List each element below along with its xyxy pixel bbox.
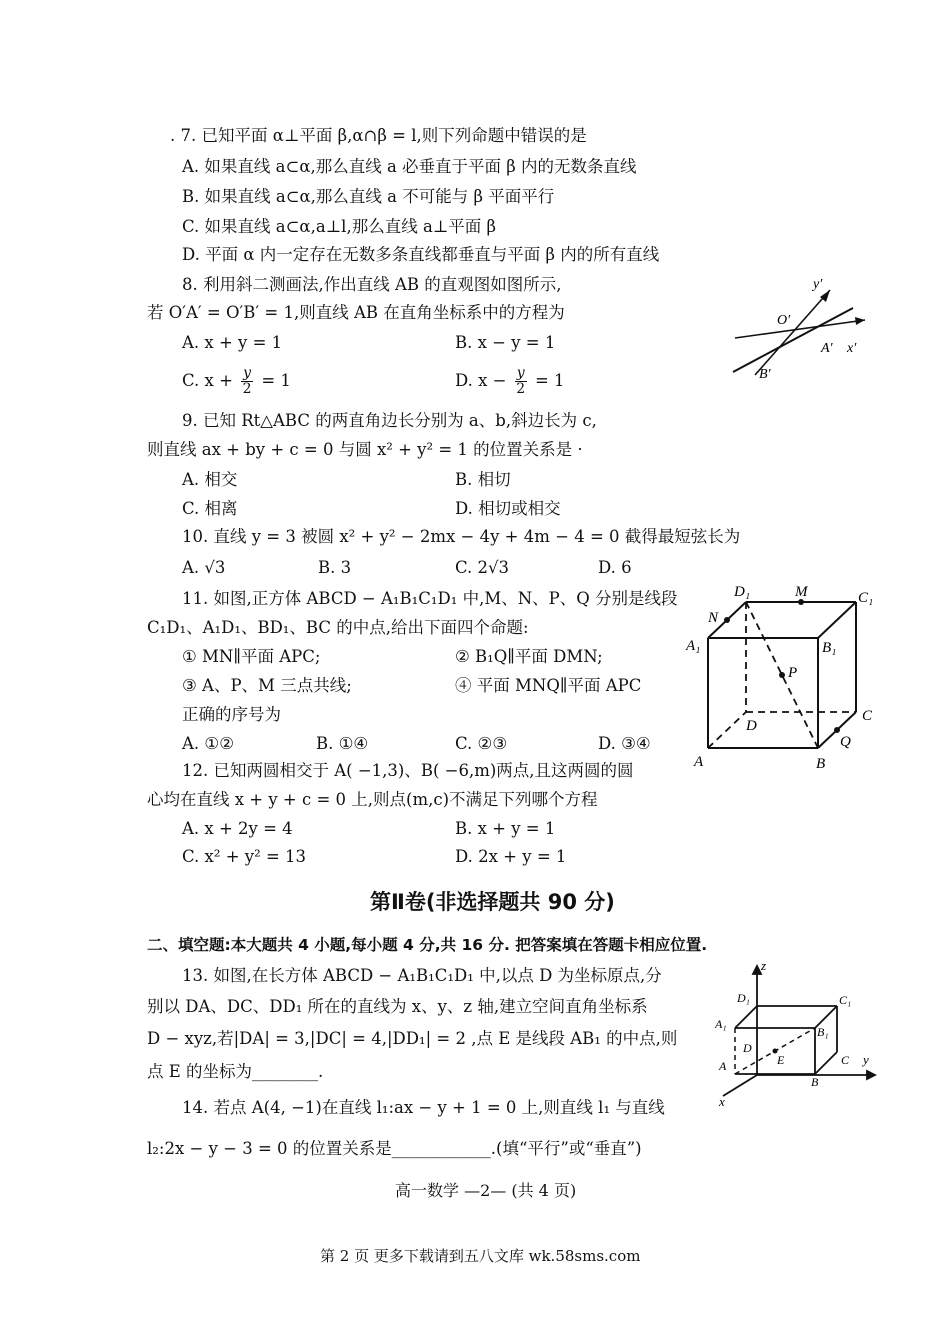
cuboid-label-e: E [777, 1053, 785, 1067]
cube-label-d1: D₁ [734, 584, 751, 600]
q11-stem-line2: C₁D₁、A₁D₁、BD₁、BC 的中点,给出下面四个命题: [147, 618, 529, 637]
q11-proposition-4: ④ 平面 MNQ∥平面 APC [455, 676, 642, 695]
q13-line3: D − xyz,若|DA| = 3,|DC| = 4,|DD₁| = 2 ,点 E 是线段 AB₁ 的中点,则 [147, 1029, 678, 1048]
y-axis-line [755, 290, 830, 375]
q11-stem-line1: 11. 如图,正方体 ABCD − A₁B₁C₁D₁ 中,M、N、P、Q 分别是线段 [182, 589, 678, 608]
q7-option-a: A. 如果直线 a⊂α,那么直线 a 必垂直于平面 β 内的无数条直线 [182, 157, 637, 176]
cube-label-d: D [746, 718, 757, 734]
x-prime-label: x′ [847, 341, 857, 356]
q9-option-c: C. 相离 [182, 499, 238, 518]
cube-label-m: M [795, 584, 808, 600]
q14-line1: 14. 若点 A(4, −1)在直线 l₁:ax − y + 1 = 0 上,则直线 l₁ 与直线 [182, 1098, 665, 1117]
q9-stem-line2: 则直线 ax + by + c = 0 与圆 x² + y² = 1 的位置关系是 · [147, 440, 583, 459]
axis-y-label: y [863, 1052, 869, 1067]
a-prime-label: A′ [821, 341, 833, 356]
q9-option-d: D. 相切或相交 [455, 499, 561, 518]
q7-option-b: B. 如果直线 a⊂α,那么直线 a 不可能与 β 平面平行 [182, 187, 555, 206]
q7-option-c: C. 如果直线 a⊂α,a⊥l,那么直线 a⊥平面 β [182, 217, 497, 236]
q7-stem: . 7. 已知平面 α⊥平面 β,α∩β = l,则下列命题中错误的是 [170, 126, 587, 145]
line-ab [733, 308, 853, 372]
q11-cube-figure [680, 580, 880, 775]
q8-option-c: C. x + $\frac{y}{2}$ = 1 [182, 365, 291, 397]
q8-option-b: B. x − y = 1 [455, 333, 556, 352]
cube-label-a: A [694, 754, 704, 770]
q11-proposition-2: ② B₁Q∥平面 DMN; [455, 647, 603, 666]
axis-x-label: x [719, 1094, 725, 1108]
q8-option-d: D. x − $\frac{y}{2}$ = 1 [455, 365, 565, 397]
q10-option-a: A. √3 [182, 558, 226, 577]
q10-option-b: B. 3 [318, 558, 352, 577]
q7-option-d: D. 平面 α 内一定存在无数多条直线都垂直与平面 β 内的所有直线 [182, 245, 660, 264]
q11-option-a: A. ①② [182, 734, 234, 753]
q12-option-a: A. x + 2y = 4 [182, 819, 293, 838]
cube-label-a1: A₁ [686, 638, 701, 654]
q11-question: 正确的序号为 [182, 705, 281, 724]
fill-in-section-header: 二、填空题:本大题共 4 小题,每小题 4 分,共 16 分. 把答案填在答题卡相应位置. [147, 936, 708, 954]
q8-stem-line1: 8. 利用斜二测画法,作出直线 AB 的直观图如图所示, [182, 275, 562, 294]
cuboid-label-a: A [719, 1059, 727, 1073]
cuboid-label-d1: D₁ [737, 991, 750, 1005]
part2-title: 第Ⅱ卷(非选择题共 90 分) [370, 890, 615, 914]
q11-option-b: B. ①④ [316, 734, 369, 753]
page-footer: 高一数学 —2— (共 4 页) [395, 1181, 577, 1200]
cuboid-label-c1: C₁ [839, 993, 852, 1007]
cuboid-label-b1: B₁ [817, 1025, 829, 1039]
y-prime-label: y′ [813, 277, 823, 292]
q12-option-d: D. 2x + y = 1 [455, 847, 567, 866]
cube-label-p: P [788, 665, 798, 681]
cuboid-label-b: B [811, 1075, 819, 1089]
o-prime-label: O′ [777, 313, 791, 328]
q10-option-c: C. 2√3 [455, 558, 510, 577]
q11-option-d: D. ③④ [598, 734, 651, 753]
q8-option-a: A. x + y = 1 [182, 333, 283, 352]
cuboid-label-c: C [841, 1053, 850, 1067]
q12-option-c: C. x² + y² = 13 [182, 847, 307, 866]
q12-stem-line2: 心均在直线 x + y + c = 0 上,则点(m,c)不满足下列哪个方程 [147, 790, 598, 809]
q11-proposition-3: ③ A、P、M 三点共线; [182, 676, 352, 695]
watermark-text: 第 2 页 更多下载请到五八文库 wk.58sms.com [320, 1247, 641, 1265]
q11-proposition-1: ① MN∥平面 APC; [182, 647, 321, 666]
cube-label-c: C [862, 708, 873, 724]
q13-line4: 点 E 的坐标为________. [147, 1062, 324, 1081]
q9-option-a: A. 相交 [182, 470, 238, 489]
q12-stem-line1: 12. 已知两圆相交于 A( −1,3)、B( −6,m)两点,且这两圆的圆 [182, 761, 634, 780]
q13-line1: 13. 如图,在长方体 ABCD − A₁B₁C₁D₁ 中,以点 D 为坐标原点,分 [182, 966, 662, 985]
axis-z-label: z [761, 960, 767, 973]
b-prime-label: B′ [759, 367, 771, 382]
cube-label-n: N [708, 610, 719, 626]
cube-label-b1: B₁ [822, 640, 837, 656]
cube-label-b: B [816, 756, 826, 772]
q11-option-c: C. ②③ [455, 734, 508, 753]
q14-line2: l₂:2x − y − 3 = 0 的位置关系是____________.(填“平行”或“垂直”) [147, 1139, 642, 1158]
q10-stem: 10. 直线 y = 3 被圆 x² + y² − 2mx − 4y + 4m − 4 = 0 截得最短弦长为 [182, 527, 741, 546]
cuboid-label-a1: A₁ [715, 1017, 727, 1031]
q9-option-b: B. 相切 [455, 470, 511, 489]
q10-option-d: D. 6 [598, 558, 632, 577]
cube-label-q: Q [840, 734, 851, 750]
q13-line2: 别以 DA、DC、DD₁ 所在的直线为 x、y、z 轴,建立空间直角坐标系 [147, 997, 648, 1016]
q8-stem-line2: 若 O′A′ = O′B′ = 1,则直线 AB 在直角坐标系中的方程为 [147, 303, 565, 322]
cuboid-label-d: D [743, 1041, 752, 1055]
q8-oblique-figure [725, 270, 875, 385]
q13-cuboid-figure [705, 960, 885, 1108]
q9-stem-line1: 9. 已知 Rt△ABC 的两直角边长分别为 a、b,斜边长为 c, [182, 411, 597, 430]
q12-option-b: B. x + y = 1 [455, 819, 556, 838]
cube-label-c1: C₁ [858, 590, 874, 606]
